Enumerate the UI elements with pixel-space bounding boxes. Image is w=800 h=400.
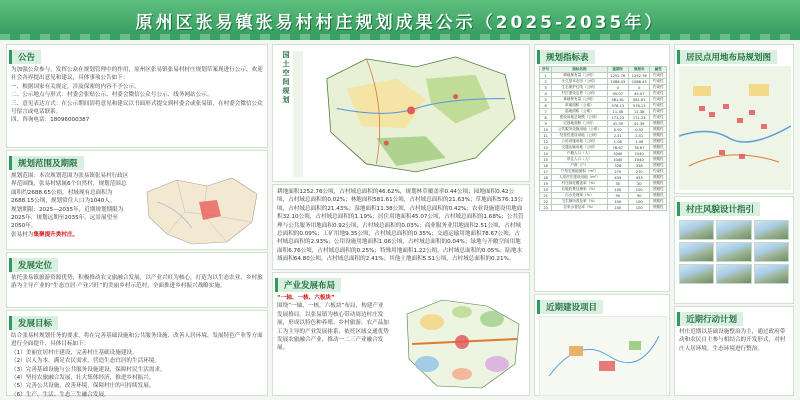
indicator-cell: 宅基地面积（公顷）	[552, 121, 607, 127]
indicator-cell: 11	[540, 133, 552, 139]
style-photo	[754, 220, 789, 240]
notice-item: 四、咨询电话：18096000387	[11, 117, 90, 124]
indicator-cell: 90	[607, 193, 628, 199]
indicator-cell: 预期性	[650, 127, 667, 133]
indicator-cell: 41.39	[629, 121, 650, 127]
indicator-cell: 预期性	[650, 163, 667, 169]
indicator-cell: 6	[540, 103, 552, 109]
left-column	[6, 44, 268, 396]
indicator-cell: 1252.76	[629, 73, 650, 79]
indicator-cell: 16	[540, 163, 552, 169]
indicator-cell: 11.38	[629, 109, 650, 115]
indicator-cell: 户籍人口（人）	[552, 151, 607, 157]
indicator-cell: 村庄绿化覆盖率（%）	[552, 181, 607, 187]
goal-intro: 结合张易村规划任务的要求，将在完善基础设施和公共服务设施、改善人居环境、发展特色产业等方面进行全面提升，具体目标如下：	[11, 333, 263, 348]
indicator-cell: 1.06	[607, 139, 628, 145]
indicator-cell: 约束性	[650, 91, 667, 97]
indicator-cell: 19	[540, 181, 552, 187]
indicator-cell: 村庄建设边界（公顷）	[552, 91, 607, 97]
indicator-cell: 建设用地总规模（公顷）	[552, 115, 607, 121]
indicator-cell: 预期性	[650, 145, 667, 151]
indicator-cell: 15	[540, 157, 552, 163]
goal-item: （4）坚持农旅融合发展，壮大集体经济，推进乡村振兴。	[11, 375, 155, 382]
style-photo	[716, 220, 751, 240]
indicator-cell: 581.61	[629, 97, 650, 103]
header-banner	[0, 0, 800, 40]
settlement-plan-title: 居民点用地布局规划图	[677, 50, 777, 64]
indicator-cell: 171.23	[607, 115, 628, 121]
scope-line: 张易村为	[11, 231, 34, 238]
indicator-cell: 90	[629, 193, 650, 199]
center-column	[272, 44, 530, 396]
indicator-cell: 1040	[607, 157, 628, 163]
indicator-cell: 约束性	[650, 115, 667, 121]
scope-text	[7, 172, 135, 250]
indicator-cell: 约束性	[650, 103, 667, 109]
position-panel	[6, 252, 268, 308]
goal-body	[7, 332, 267, 399]
goal-title: 发展目标	[9, 316, 58, 330]
indicator-cell: 78.67	[629, 145, 650, 151]
landuse-text-panel	[272, 184, 530, 270]
indicator-cell: 30	[607, 181, 628, 187]
industry-panel	[272, 272, 530, 396]
action-plan-panel	[674, 306, 794, 396]
indicator-cell: 自来水普及率（%）	[552, 205, 607, 211]
indicator-cell: 433	[607, 175, 628, 181]
goal-item: （1）美丽宜居村庄建设，完善村庄基础设施建设。	[11, 349, 138, 356]
village-type-highlight: 集聚提升类村庄。	[33, 231, 79, 238]
style-photo	[679, 242, 714, 262]
indicator-cell: 45.07	[607, 91, 628, 97]
indicator-cell: 45.07	[629, 91, 650, 97]
indicator-cell: 0.92	[607, 127, 628, 133]
indicator-cell: 2.51	[629, 133, 650, 139]
industry-slogan: “一轴、一核、六板块”	[277, 295, 335, 301]
indicator-cell: 交通运输用地（公顷）	[552, 145, 607, 151]
indicator-cell: 预期性	[650, 121, 667, 127]
indicator-cell: 约束性	[650, 73, 667, 79]
scope-line: 规划期限：2025—2035年，近期规划期限为2025年，规划远期至2035年，远景展望至2050年。	[11, 206, 124, 230]
indicator-cell: 预期性	[650, 175, 667, 181]
goal-item: （2）以人为本，满足农民需求，营造生态宜居的生活环境。	[11, 358, 160, 365]
indicator-cell: 草地面积（公顷）	[552, 103, 607, 109]
indicator-cell: 预期性	[650, 157, 667, 163]
near-term-projects-panel	[534, 294, 670, 396]
indicator-cell: 常住人口（人）	[552, 157, 607, 163]
goal-item: （3）完善基础设施与公共服务设施建设，保障村民生活需求。	[11, 366, 166, 373]
indicator-cell: 11.38	[607, 109, 628, 115]
notice-panel	[6, 44, 268, 148]
style-photo	[679, 220, 714, 240]
indicator-cell: 5	[540, 97, 552, 103]
indicator-cell: 41.39	[607, 121, 628, 127]
indicator-cell: 1040	[607, 151, 628, 157]
indicator-cell: 270	[629, 169, 650, 175]
indicator-cell: 1088.43	[629, 79, 650, 85]
landuse-map-panel	[272, 44, 530, 182]
indicator-cell: 卫生厕所普及率（%）	[552, 199, 607, 205]
projects-title: 近期建设项目	[537, 300, 603, 314]
notice-item: 二、公示地点与形式：村委会张贴公示、村委会微信公众号公示、线务网站公示。	[11, 92, 213, 99]
position-title: 发展定位	[9, 258, 58, 272]
indicator-cell: 270	[607, 169, 628, 175]
indicator-cell: 100	[629, 205, 650, 211]
indicator-cell: 1	[540, 73, 552, 79]
scope-panel	[6, 150, 268, 250]
col-header: 指标名称	[552, 67, 607, 73]
notice-item: 三、意见表达方式：在公示期间请将意见和建议以书面形式提交到村委会或张易镇，在村委会微信公众号留言或电话联系。	[11, 100, 263, 116]
indicator-cell: 100	[629, 199, 650, 205]
indicator-cell: 约束性	[650, 169, 667, 175]
projects-map	[539, 316, 667, 396]
indicator-cell: 1040	[629, 151, 650, 157]
indicator-cell: 人均村庄建设用地（m²）	[552, 175, 607, 181]
action-plan-text: 村庄近期以基础设施整治为主，通过政府带动和农民自主参与相结合的开发形式，对村庄人居环境、生态环境进行整治。	[679, 329, 786, 352]
indicator-cell: 约束性	[650, 97, 667, 103]
indicator-cell: 1252.76	[607, 73, 628, 79]
indicator-cell: 17	[540, 169, 552, 175]
indicator-cell: 户数（户）	[552, 163, 607, 169]
scope-title: 规划范围及期限	[9, 156, 84, 170]
indicator-cell: 垃圾收集处理率（%）	[552, 187, 607, 193]
style-photo	[754, 242, 789, 262]
indicator-cell: 10	[540, 127, 552, 133]
indicator-cell: 公用设施用地（公顷）	[552, 139, 607, 145]
goal-item: （5）完善公共设施，改善环境，保障村庄的可持续发展。	[11, 383, 155, 390]
indicator-cell: 100	[629, 187, 650, 193]
indicator-cell: 预期性	[650, 199, 667, 205]
indicator-cell: 污水处理率（%）	[552, 193, 607, 199]
style-photo	[679, 264, 714, 284]
indicator-cell: 1.06	[629, 139, 650, 145]
indicator-cell: 耕地保有量（公顷）	[552, 73, 607, 79]
settlement-plan-map	[679, 66, 791, 190]
col-header: 规划年	[629, 67, 650, 73]
banner-decoration	[0, 34, 800, 40]
position-text: 依托张易镇旅游资源优势，积极推动农文旅融合发展，以产业兴旺为核心，打造为以生态农业、乡村旅游为主导产业的“生态宜居·产业兴旺”的美丽乡村示范村，全面推进乡村振兴战略实施。	[11, 275, 263, 290]
industry-map	[397, 294, 527, 394]
style-photo	[754, 264, 789, 284]
indicator-cell: 湿地面积（公顷）	[552, 109, 607, 115]
indicator-cell: 433	[629, 175, 650, 181]
indicator-cell: 预期性	[650, 151, 667, 157]
action-plan-title: 近期行动计划	[677, 312, 743, 326]
style-photo	[716, 242, 751, 262]
indicator-cell: 0	[607, 85, 628, 91]
col-header: 属性	[650, 67, 667, 73]
indicator-cell: 21	[540, 193, 552, 199]
indicator-cell: 7	[540, 109, 552, 115]
col-header: 序号	[540, 67, 552, 73]
goal-panel	[6, 310, 268, 396]
indicator-table	[539, 66, 667, 211]
indicator-cell: 约束性	[650, 109, 667, 115]
page-title: 原州区张易镇张易村村庄规划成果公示（2025-2035年）	[135, 12, 665, 33]
notice-item: 一、根据国家有关规定，涉及保密的内容不予公示。	[11, 83, 140, 90]
indicator-row	[540, 205, 667, 211]
indicator-cell: 2.51	[607, 133, 628, 139]
indicator-cell: 林地保有量（公顷）	[552, 97, 607, 103]
indicator-cell: 4	[540, 91, 552, 97]
indicator-cell: 0.92	[629, 127, 650, 133]
indicator-cell: 户均宅基地面积（m²）	[552, 169, 607, 175]
map-legend	[293, 51, 303, 177]
indicator-cell: 12	[540, 139, 552, 145]
indicator-cell: 30	[629, 181, 650, 187]
landuse-text: 耕地面积1252.76公顷，占村域总面积的46.62%，规划林草覆盖率0.44公顷；园地面积0.42公顷，占村域总面积的0.02%；林地面积581.61公顷，占村域总面积的21.63%；草地面积576.13公顷，占村域总面积的21.43%；湿地面积11.38公顷，占村域总面积的0.42%；农业设施建设用地面积32.10公顷，占村域总面积的1.19%；居住用地面积45.07公顷，占村域总面积的1.68%；公共管理与公共服务用地面积0.92公顷，占村域总面积的0.03%；商业服务业用地面积2.51公顷，占村域总面积的0.09%；工矿用地9.35公顷，占村域总面积的0.35%；交通运输用地面积78.67公顷，占村域总面积的2.93%；公用设施用地面积1.06公顷，占村域总面积的0.04%；绿地与开敞空间用地面积6.76公顷，占村域总面积的0.25%；特殊用地面积1.22公顷，占村域总面积的0.05%；陆地水域面积64.80公顷，占村域总面积的2.41%；其他土地面积5.51公顷，占村域总面积的0.21%。	[277, 189, 524, 263]
indicator-panel	[534, 44, 670, 292]
notice-title: 公告	[9, 50, 41, 64]
indicator-cell: 预期性	[650, 133, 667, 139]
industry-title: 产业发展布局	[275, 278, 341, 292]
indicator-title: 规划指标表	[537, 50, 595, 64]
indicator-cell: 3	[540, 85, 552, 91]
indicator-cell: 20	[540, 187, 552, 193]
indicator-cell: 576.13	[607, 103, 628, 109]
indicator-cell: 22	[540, 199, 552, 205]
style-guide-panel	[674, 196, 794, 304]
indicator-cell: 2	[540, 79, 552, 85]
indicator-cell: 1040	[629, 157, 650, 163]
indicator-column	[534, 44, 670, 396]
indicator-cell: 永久基本农田（公顷）	[552, 79, 607, 85]
right-column	[674, 44, 794, 396]
notice-intro: 为加强公众参与，发挥公众在规划管理中的作用，原州区张易镇张易村村庄规划草案现进行公示，欢迎社会各界提出意见和建议，具体事项公告如下：	[11, 67, 263, 82]
indicator-cell: 预期性	[650, 181, 667, 187]
indicator-cell: 13	[540, 145, 552, 151]
style-photo-grid	[675, 218, 793, 286]
industry-text-block	[273, 294, 393, 394]
col-header: 基期年	[607, 67, 628, 73]
indicator-cell: 9	[540, 121, 552, 127]
indicator-cell: 生态保护红线（公顷）	[552, 85, 607, 91]
indicator-cell: 23	[540, 205, 552, 211]
indicator-cell: 78.67	[607, 145, 628, 151]
indicator-cell: 1088.43	[607, 79, 628, 85]
indicator-cell: 约束性	[650, 79, 667, 85]
landuse-map	[307, 49, 525, 178]
indicator-cell: 18	[540, 175, 552, 181]
indicator-cell: 0	[629, 85, 650, 91]
style-guide-title: 村庄风貌设计指引	[677, 202, 760, 216]
indicator-cell: 预期性	[650, 193, 667, 199]
indicator-cell: 约束性	[650, 85, 667, 91]
indicator-cell: 100	[607, 187, 628, 193]
indicator-cell: 经营性建设用地（公顷）	[552, 133, 607, 139]
indicator-cell: 171.23	[629, 115, 650, 121]
settlement-plan-panel	[674, 44, 794, 194]
indicator-cell: 100	[607, 199, 628, 205]
style-photo	[716, 264, 751, 284]
industry-text: 围绕“一轴、一核、六板块”布局，构建产业发展格局。以张易镇为核心带动周边村庄发展，形成以特色种养殖、乡村旅游、农产品加工为主导的产业发展体系，依托区域交通优势发展农旅融合产业，推动一二三产业融合发展。	[277, 303, 389, 352]
landuse-vertical-title: 国土空间规划	[282, 51, 290, 105]
indicator-cell: 328	[607, 163, 628, 169]
indicator-cell: 100	[607, 205, 628, 211]
indicator-cell: 预期性	[650, 187, 667, 193]
goal-item: （6）生产、生活、生态三生融合发展。	[11, 391, 110, 398]
location-map	[137, 172, 267, 250]
indicator-cell: 328	[629, 163, 650, 169]
indicator-cell: 公共服务设施用地（公顷）	[552, 127, 607, 133]
scope-line: 规划范围：本次规划范围为张易镇张易村行政区界范围线，张易村辖属6个自然村，规划范围总面积约2688.65公顷，村域现有总面积为2688.15公顷，规划常住人口为1040人。	[11, 173, 129, 205]
indicator-cell: 576.13	[629, 103, 650, 109]
indicator-cell: 预期性	[650, 139, 667, 145]
indicator-cell: 14	[540, 151, 552, 157]
indicator-cell: 581.61	[607, 97, 628, 103]
notice-body	[7, 66, 267, 125]
indicator-cell: 预期性	[650, 205, 667, 211]
indicator-cell: 8	[540, 115, 552, 121]
